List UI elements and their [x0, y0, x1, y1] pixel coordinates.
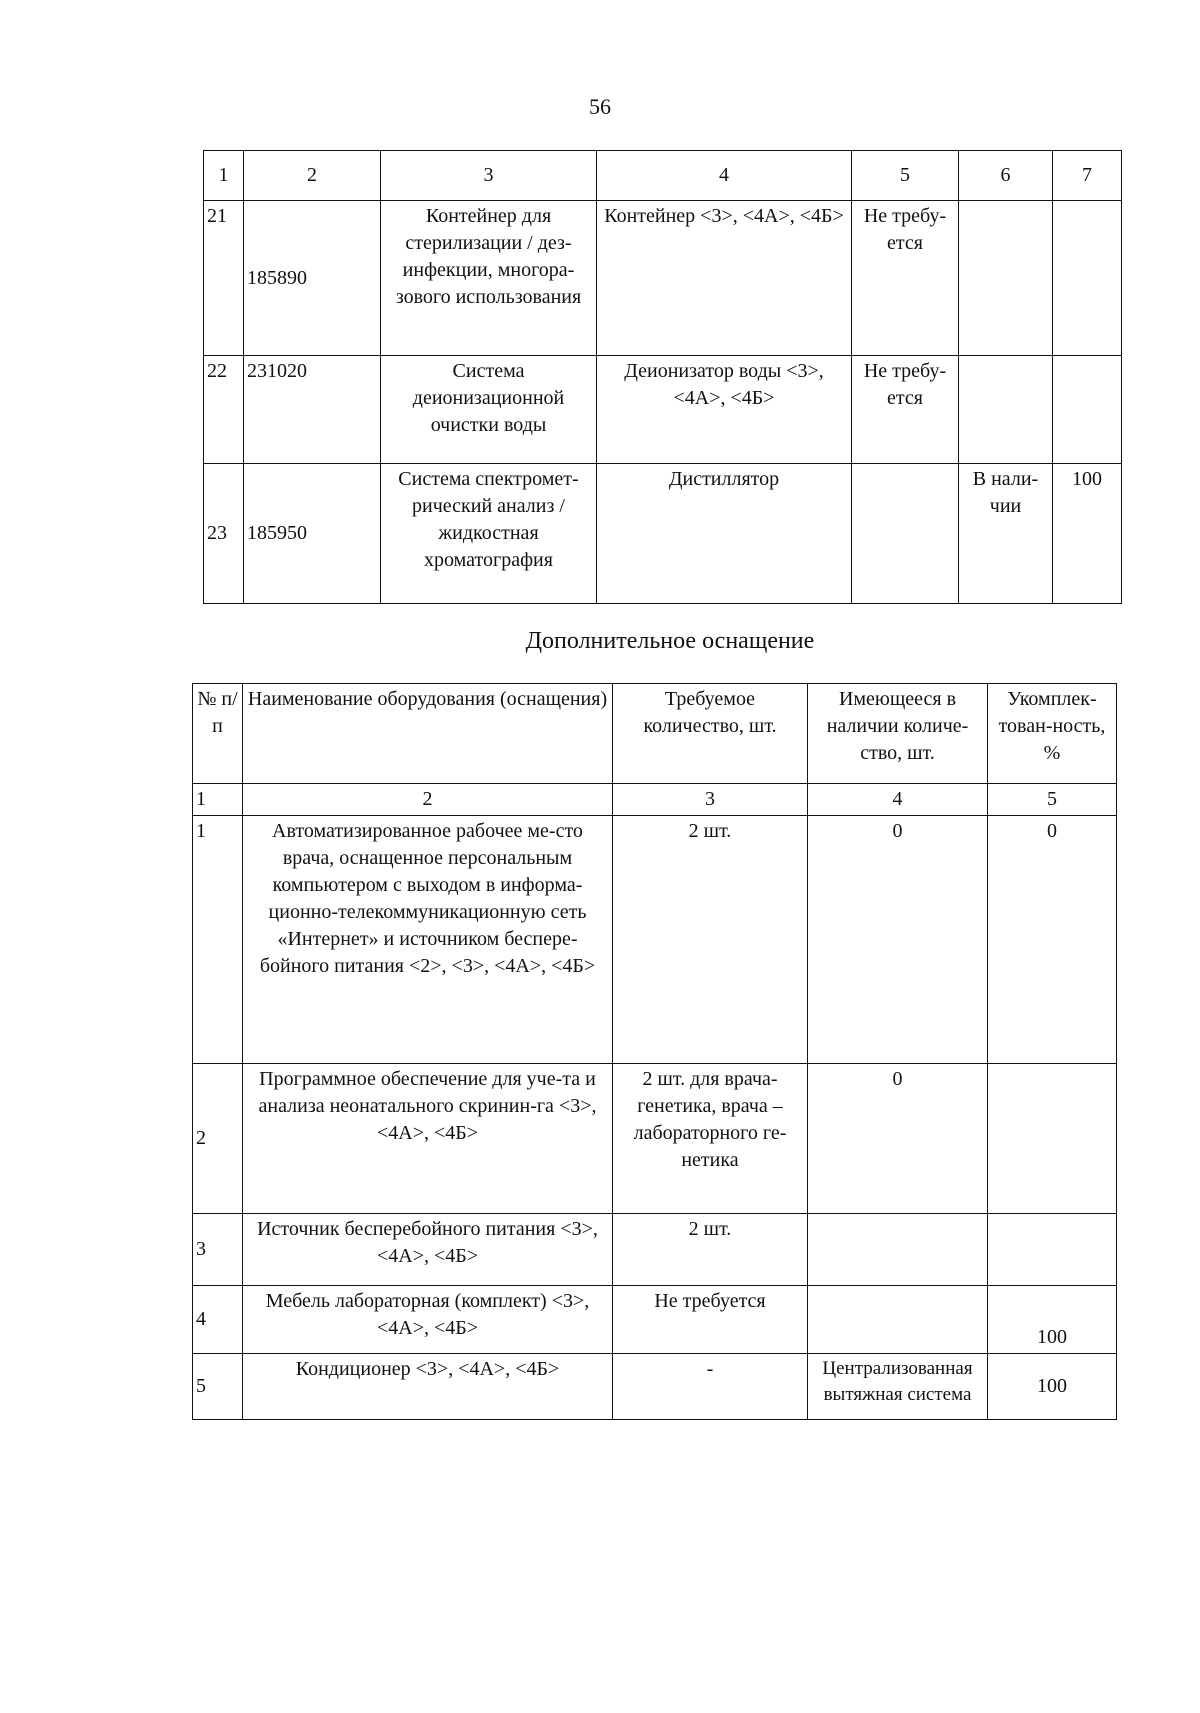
row-required: Не требуется — [613, 1286, 808, 1354]
row-available — [959, 356, 1053, 464]
row-number: 2 — [193, 1064, 243, 1214]
row-name: Кондиционер <3>, <4А>, <4Б> — [243, 1354, 613, 1420]
table-header-row — [193, 684, 1117, 784]
row-available: 0 — [808, 816, 988, 1064]
row-available: В нали-чии — [959, 464, 1053, 604]
row-name: Мебель лабораторная (комплект) <3>, <4А>, <4Б> — [243, 1286, 613, 1354]
row-equipment: Дистиллятор — [597, 464, 852, 604]
row-required: 2 шт. — [613, 1214, 808, 1286]
header-cell: 1 — [204, 151, 244, 201]
row-required: - — [613, 1354, 808, 1420]
numbering-cell: 3 — [613, 784, 808, 816]
row-name: Автоматизированное рабочее ме-сто врача, оснащенное персональным компьютером с выходом в информа-ционно-телекоммуникационную сеть «Интернет» и источником беспере-бойного питания <2>, <3>, <4А>, <4Б> — [243, 816, 613, 1064]
additional-equipment-table — [192, 683, 1117, 1420]
table-row — [193, 1064, 1117, 1214]
row-name: Программное обеспечение для уче-та и анализа неонатального скринин-га <3>, <4А>, <4Б> — [243, 1064, 613, 1214]
row-number: 1 — [193, 816, 243, 1064]
table-row — [204, 464, 1122, 604]
row-code: 231020 — [244, 356, 381, 464]
row-available — [808, 1286, 988, 1354]
row-code: 185950 — [244, 464, 381, 604]
table-row — [193, 1286, 1117, 1354]
numbering-row — [193, 784, 1117, 816]
column-header: № п/п — [193, 684, 243, 784]
section-title: Дополнительное оснащение — [525, 628, 815, 654]
table-header-row — [204, 151, 1122, 201]
row-percent — [988, 1064, 1117, 1214]
row-percent: 100 — [988, 1286, 1117, 1354]
row-number: 3 — [193, 1214, 243, 1286]
row-number: 23 — [204, 464, 244, 604]
header-cell: 5 — [852, 151, 959, 201]
row-percent: 100 — [988, 1354, 1117, 1420]
row-available — [959, 201, 1053, 356]
numbering-cell: 1 — [193, 784, 243, 816]
header-cell: 6 — [959, 151, 1053, 201]
table-row — [193, 1354, 1117, 1420]
header-cell: 2 — [244, 151, 381, 201]
row-percent — [1053, 356, 1122, 464]
row-number: 4 — [193, 1286, 243, 1354]
row-percent: 100 — [1053, 464, 1122, 604]
header-cell: 4 — [597, 151, 852, 201]
column-header: Требуемое количество, шт. — [613, 684, 808, 784]
row-name: Система спектромет-рический анализ / жидкостная хроматография — [381, 464, 597, 604]
page-number: 56 — [589, 94, 611, 119]
row-name: Контейнер для стерилизации / дез-инфекции, многора-зового использования — [381, 201, 597, 356]
row-required: Не требу-ется — [852, 356, 959, 464]
row-available: 0 — [808, 1064, 988, 1214]
row-equipment: Контейнер <3>, <4А>, <4Б> — [597, 201, 852, 356]
column-header: Имеющееся в наличии количе-ство, шт. — [808, 684, 988, 784]
header-cell: 7 — [1053, 151, 1122, 201]
row-percent: 0 — [988, 816, 1117, 1064]
numbering-cell: 2 — [243, 784, 613, 816]
table-row — [193, 1214, 1117, 1286]
column-header: Наименование оборудования (оснащения) — [243, 684, 613, 784]
table-row — [193, 816, 1117, 1064]
table-row — [204, 356, 1122, 464]
row-required: Не требу-ется — [852, 201, 959, 356]
row-number: 5 — [193, 1354, 243, 1420]
row-number: 22 — [204, 356, 244, 464]
numbering-cell: 5 — [988, 784, 1117, 816]
equipment-table-continued — [203, 150, 1122, 604]
row-percent — [988, 1214, 1117, 1286]
row-required — [852, 464, 959, 604]
row-equipment: Деионизатор воды <3>, <4А>, <4Б> — [597, 356, 852, 464]
row-code: 185890 — [244, 201, 381, 356]
row-required: 2 шт. для врача-генетика, врача – лабораторного ге-нетика — [613, 1064, 808, 1214]
table-row — [204, 201, 1122, 356]
row-number: 21 — [204, 201, 244, 356]
row-percent — [1053, 201, 1122, 356]
row-name: Источник бесперебойного питания <3>, <4А>, <4Б> — [243, 1214, 613, 1286]
row-available: Централизованная вытяжная система — [808, 1354, 988, 1420]
row-name: Система деионизационной очистки воды — [381, 356, 597, 464]
row-required: 2 шт. — [613, 816, 808, 1064]
column-header: Укомплек-тован-ность, % — [988, 684, 1117, 784]
header-cell: 3 — [381, 151, 597, 201]
row-available — [808, 1214, 988, 1286]
numbering-cell: 4 — [808, 784, 988, 816]
